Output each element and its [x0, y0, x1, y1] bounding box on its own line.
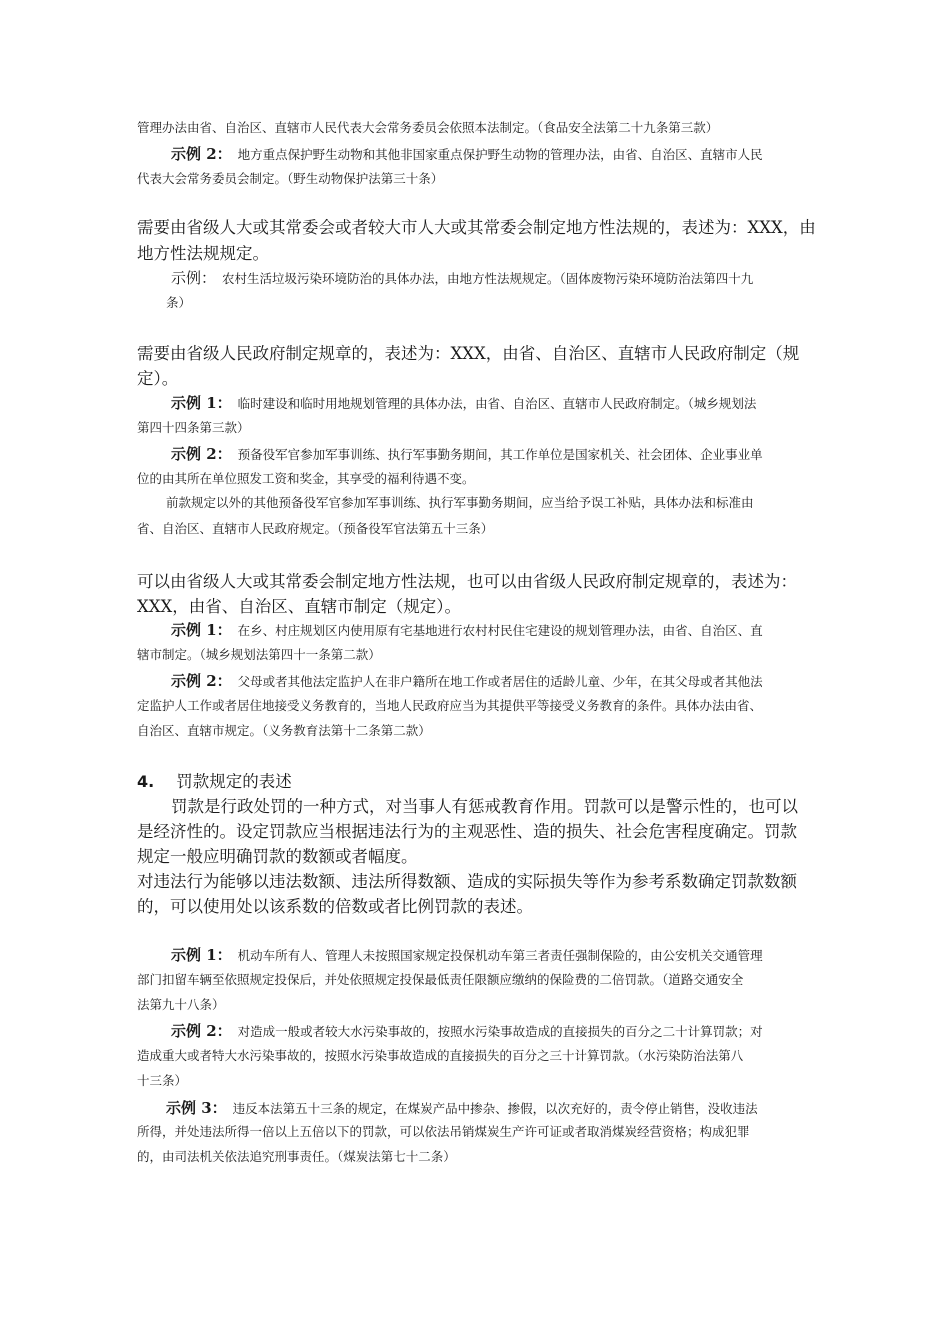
text-line: 条）	[166, 295, 192, 310]
example-line	[166, 1097, 758, 1118]
example-text: 在乡、村庄规划区内使用原有宅基地进行农村村民住宅建设的规划管理办法，由省、自治区、直	[237, 623, 763, 638]
example-label: 示例 2：	[171, 145, 232, 163]
text-line: 造成重大或者特大水污染事故的，按照水污染事故造成的直接损失的百分之三十计算罚款。（水污染防治法第八	[137, 1048, 744, 1063]
example-line	[171, 392, 756, 413]
example-line	[171, 670, 763, 691]
rule-line: 需要由省级人大或其常委会或者较大市人大或其常委会制定地方性法规的，表述为：XXX，由	[137, 218, 816, 237]
rule-line: XXX，由省、自治区、直辖市制定（规定）。	[137, 597, 461, 616]
example-label: 示例 2：	[171, 1022, 232, 1040]
example-text: 地方重点保护野生动物和其他非国家重点保护野生动物的管理办法，由省、自治区、直辖市人民	[237, 147, 763, 162]
text-line: 自治区、直辖市规定。（义务教育法第十二条第二款）	[137, 723, 431, 738]
example-label: 示例 1：	[171, 946, 232, 964]
example-line	[171, 267, 753, 288]
example-label: 示例 2：	[171, 445, 232, 463]
text-line: 辖市制定。（城乡规划法第四十一条第二款）	[137, 647, 381, 662]
text-line: 第四十四条第三款）	[137, 420, 250, 435]
text-line: 位的由其所在单位照发工资和奖金，其享受的福利待遇不变。	[137, 471, 475, 486]
text-line: 部门扣留车辆至依照规定投保后，并处依照规定投保最低责任限额应缴纳的保险费的二倍罚款。（道路交通安全	[137, 972, 744, 987]
body-line: 是经济性的。设定罚款应当根据违法行为的主观恶性、造的损失、社会危害程度确定。罚款	[137, 822, 797, 841]
example-line	[171, 443, 763, 464]
example-line	[171, 1020, 763, 1041]
text-line: 的，由司法机关依法追究刑事责任。（煤炭法第七十二条）	[137, 1149, 456, 1164]
example-line	[171, 619, 763, 640]
example-text: 违反本法第五十三条的规定，在煤炭产品中掺杂、掺假，以次充好的，责令停止销售，没收违法	[232, 1101, 758, 1116]
body-line: 规定一般应明确罚款的数额或者幅度。	[137, 847, 418, 866]
example-text: 预备役军官参加军事训练、执行军事勤务期间，其工作单位是国家机关、社会团体、企业事业单	[237, 447, 763, 462]
example-label: 示例 1：	[171, 621, 232, 639]
section-heading	[137, 768, 292, 792]
text-line: 法第九十八条）	[137, 997, 225, 1012]
text-line: 定监护人工作或者居住地接受义务教育的，当地人民政府应当为其提供平等接受义务教育的条件。具体办法由省、	[137, 698, 763, 713]
example-text: 农村生活垃圾污染环境防治的具体办法，由地方性法规规定。（固体废物污染环境防治法第四十九	[222, 271, 754, 286]
body-line: 罚款是行政处罚的一种方式，对当事人有惩戒教育作用。罚款可以是警示性的，也可以	[171, 797, 798, 816]
body-line: 对违法行为能够以违法数额、违法所得数额、造成的实际损失等作为参考系数确定罚款数额	[137, 872, 797, 891]
body-line: 的，可以使用处以该系数的倍数或者比例罚款的表述。	[137, 897, 533, 916]
section-number: 4.	[137, 772, 155, 791]
text-line: 十三条）	[137, 1073, 188, 1088]
text-line: 省、自治区、直辖市人民政府规定。（预备役军官法第五十三条）	[137, 521, 494, 536]
rule-line: 可以由省级人大或其常委会制定地方性法规，也可以由省级人民政府制定规章的，表述为：	[137, 572, 797, 591]
rule-line: 需要由省级人民政府制定规章的，表述为：XXX，由省、自治区、直辖市人民政府制定（规	[137, 344, 800, 363]
example-text: 父母或者其他法定监护人在非户籍所在地工作或者居住的适龄儿童、少年，在其父母或者其他法	[237, 674, 763, 689]
text-line: 前款规定以外的其他预备役军官参加军事训练、执行军事勤务期间，应当给予误工补贴，具体办法和标准由	[166, 495, 754, 510]
rule-line: 地方性法规规定。	[137, 244, 269, 263]
rule-line: 定）。	[137, 369, 179, 388]
example-line	[171, 944, 763, 965]
example-text: 临时建设和临时用地规划管理的具体办法，由省、自治区、直辖市人民政府制定。（城乡规划法	[237, 396, 757, 411]
example-label: 示例 1：	[171, 394, 232, 412]
example-label: 示例 2：	[171, 672, 232, 690]
section-title: 罚款规定的表述	[176, 772, 292, 791]
example-label: 示例 3：	[166, 1099, 227, 1117]
example-text: 机动车所有人、管理人未按照国家规定投保机动车第三者责任强制保险的，由公安机关交通管理	[237, 948, 763, 963]
example-line	[171, 143, 763, 164]
text-line: 管理办法由省、自治区、直辖市人民代表大会常务委员会依照本法制定。（食品安全法第二十九条第三款）	[137, 120, 719, 135]
example-label: 示例：	[171, 269, 217, 287]
example-text: 对造成一般或者较大水污染事故的，按照水污染事故造成的直接损失的百分之二十计算罚款；对	[237, 1024, 763, 1039]
text-line: 代表大会常务委员会制定。（野生动物保护法第三十条）	[137, 171, 444, 186]
text-line: 所得，并处违法所得一倍以上五倍以下的罚款，可以依法吊销煤炭生产许可证或者取消煤炭经营资格；构成犯罪	[137, 1124, 750, 1139]
